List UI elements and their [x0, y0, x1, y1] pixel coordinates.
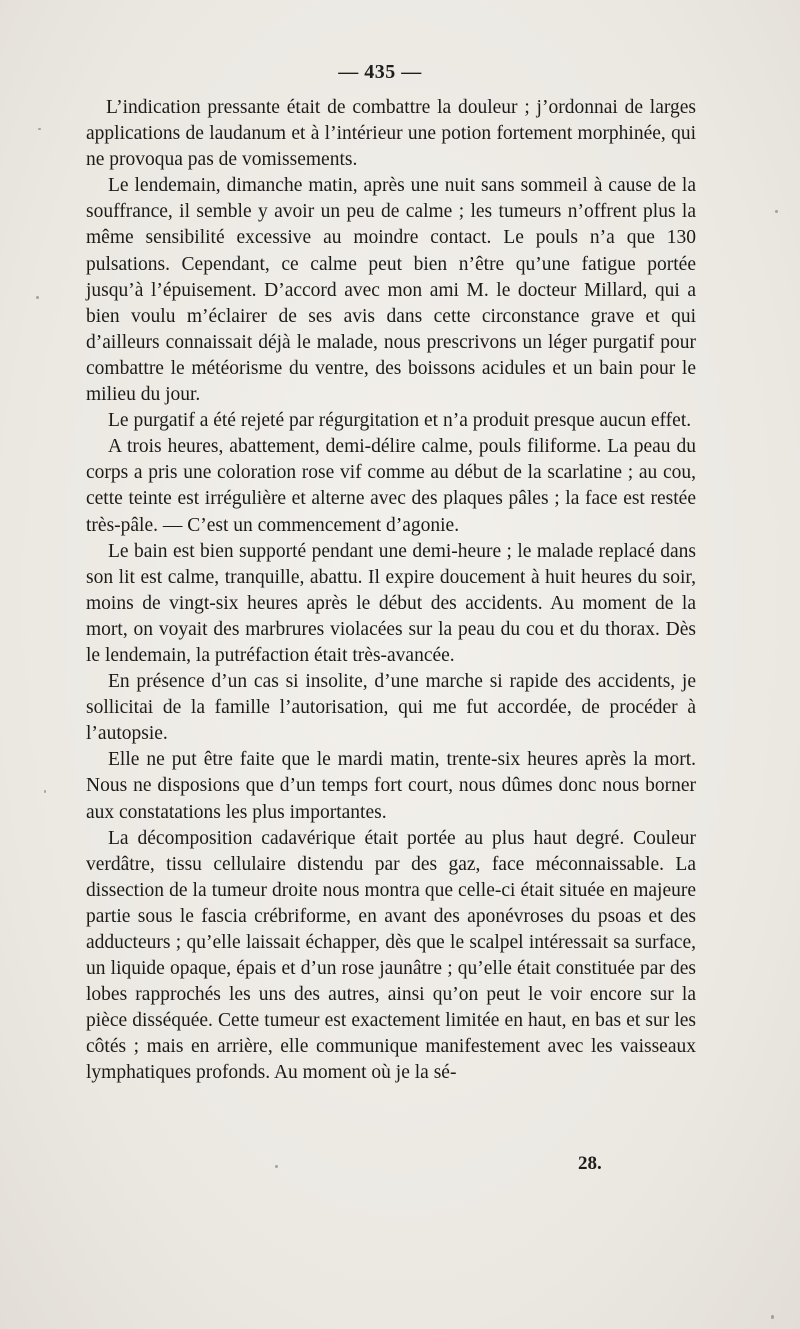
- paper-speck: [275, 1165, 278, 1168]
- page-number: — 435 —: [338, 61, 422, 83]
- signature-mark: 28.: [578, 1153, 602, 1174]
- paper-speck: [771, 1315, 774, 1319]
- paper-speck: [38, 128, 41, 130]
- paper-speck: [44, 790, 46, 793]
- paper-speck: [775, 210, 778, 213]
- paragraph: L’indication pressante était de combattre la douleur ; j’ordonnai de larges applications de laudanum et à l’intérieur une potion fortement morphinée, qui ne provoqua pas de vomissements.: [86, 97, 696, 171]
- paper-speck: [36, 296, 39, 299]
- body-text: [86, 95, 696, 1087]
- paragraph: Le bain est bien supporté pendant une demi-heure ; le malade replacé dans son lit est calme, tranquille, abattu. Il expire doucement à huit heures du soir, moins de vingt-six heures après le début des accidents. Au moment de la mort, on voyait des marbrures violacées sur la peau du cou et du thorax. Dès le lendemain, la putréfaction était très-avancée.: [86, 540, 696, 666]
- paragraph: A trois heures, abattement, demi-délire calme, pouls filiforme. La peau du corps a pris une coloration rose vif comme au début de la scarlatine ; au cou, cette teinte est irrégulière et alterne avec des plaques pâles ; la face est restée très-pâle. — C’est un commencement d’agonie.: [86, 436, 696, 536]
- paragraph: Le purgatif a été rejeté par régurgitation et n’a produit presque aucun effet.: [108, 410, 692, 432]
- paragraph: En présence d’un cas si insolite, d’une marche si rapide des accidents, je sollicitai de la famille l’autorisation, qui me fut accordée, de procéder à l’autopsie.: [86, 671, 696, 745]
- paragraph: Elle ne put être faite que le mardi matin, trente-six heures après la mort. Nous ne disposions que d’un temps fort court, nous dûmes donc nous borner aux constatations les plus importantes.: [86, 749, 696, 823]
- paragraph: Le lendemain, dimanche matin, après une nuit sans sommeil à cause de la souffrance, il semble y avoir un peu de calme ; les tumeurs n’offrent plus la même sensibilité excessive au moindre contact. Le pouls n’a que 130 pulsations. Cependant, ce calme peut bien n’être qu’une fatigue portée jusqu’à l’épuisement. D’accord avec mon ami M. le docteur Millard, qui a bien voulu m’éclairer de ses avis dans cette circonstance grave et qui d’ailleurs connaissait déjà le malade, nous prescrivons un léger purgatif pour combattre le météorisme du ventre, des boissons acidules et un bain pour le milieu du jour.: [86, 175, 696, 406]
- paragraph: La décomposition cadavérique était portée au plus haut degré. Couleur verdâtre, tissu cellulaire distendu par des gaz, face méconnaissable. La dissection de la tumeur droite nous montra que celle-ci était située en majeure partie sous le fascia crébriforme, en avant des aponévroses du psoas et des adducteurs ; qu’elle laissait échapper, dès que le scalpel intéressait sa surface, un liquide opaque, épais et d’un rose jaunâtre ; qu’elle était constituée par des lobes rapprochés les uns des autres, ainsi qu’on peut le voir encore sur la pièce disséquée. Cette tumeur est exactement limitée en haut, en bas et sur les côtés ; mais en arrière, elle communique manifestement avec les vaisseaux lymphatiques profonds. Au moment où je la sé-: [86, 827, 696, 1084]
